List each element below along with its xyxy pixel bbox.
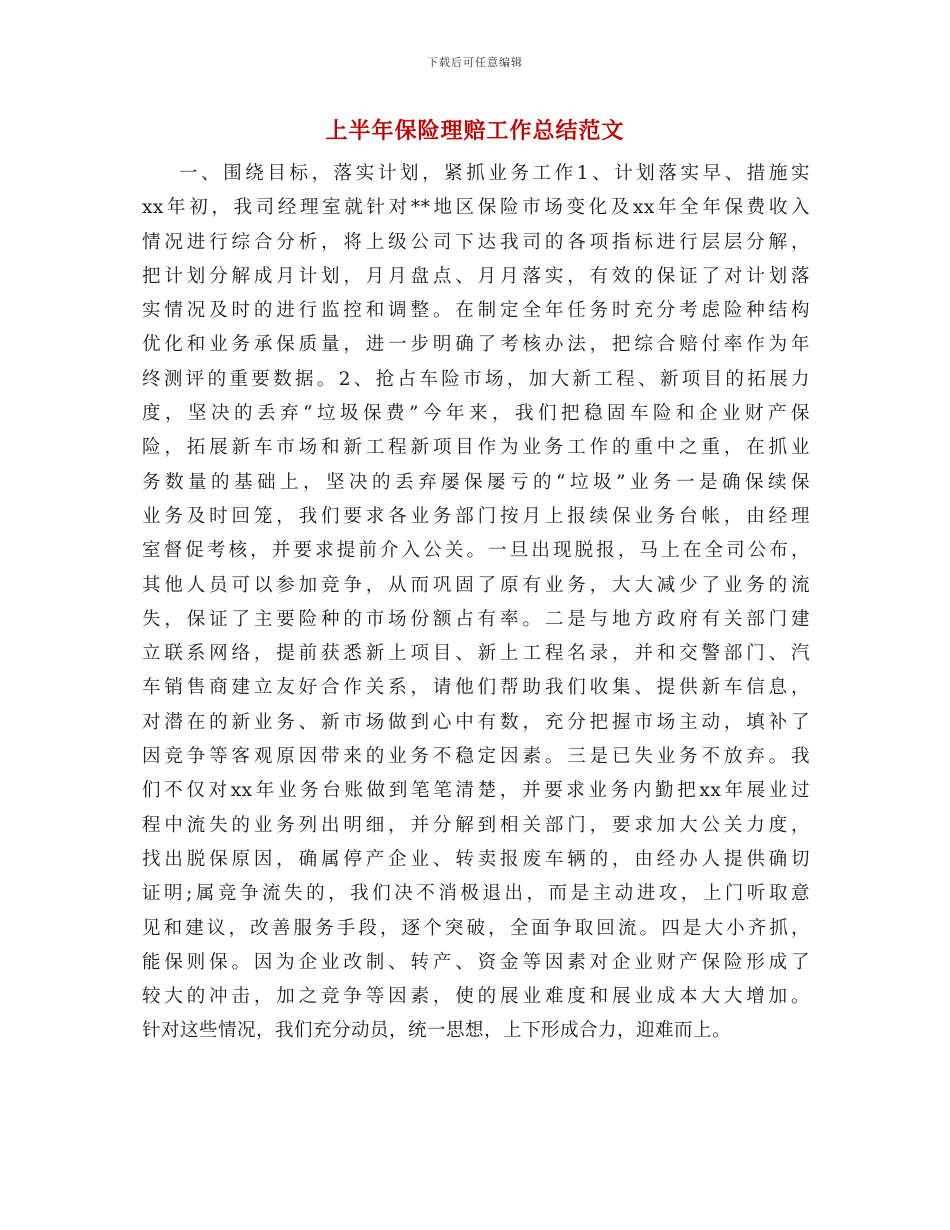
body-line: 优化和业务承保质量，进一步明确了考核办法，把综合赔付率作为年 — [142, 334, 810, 356]
body-line: 程中流失的业务列出明细，并分解到相关部门，要求加大公关力度， — [142, 814, 810, 836]
body-line: 能保则保。因为企业改制、转产、资金等因素对企业财产保险形成了 — [142, 951, 810, 973]
body-line: 们不仅对xx年业务台账做到笔笔清楚，并要求业务内勤把xx年展业过 — [142, 780, 810, 802]
body-line: 度，坚决的丢弃“垃圾保费”今年来，我们把稳固车险和企业财产保 — [142, 403, 810, 425]
body-line: 立联系网络，提前获悉新上项目、新上工程名录，并和交警部门、汽 — [142, 643, 810, 665]
header-note: 下载后可任意编辑 — [427, 56, 523, 69]
body-line: 险，拓展新车市场和新工程新项目作为业务工作的重中之重，在抓业 — [142, 437, 810, 459]
body-line: 证明;属竞争流失的，我们决不消极退出，而是主动进攻，上门听取意 — [142, 883, 810, 905]
body-line: 业务及时回笼，我们要求各业务部门按月上报续保业务台帐，由经理 — [142, 505, 810, 527]
body-line: 室督促考核，并要求提前介入公关。一旦出现脱报，马上在全司公布， — [142, 540, 810, 562]
body-line: 把计划分解成月计划，月月盘点、月月落实，有效的保证了对计划落 — [142, 265, 810, 287]
body-line: 务数量的基础上，坚决的丢弃屡保屡亏的“垃圾”业务一是确保续保 — [142, 471, 810, 493]
body-line: 找出脱保原因，确属停产企业、转卖报废车辆的，由经办人提供确切 — [142, 848, 810, 870]
body-line: 对潜在的新业务、新市场做到心中有数，充分把握市场主动，填补了 — [142, 711, 810, 733]
body-line: 其他人员可以参加竞争，从而巩固了原有业务，大大减少了业务的流 — [142, 574, 810, 596]
document-title: 上半年保险理赔工作总结范文 — [325, 118, 625, 144]
body-line: 车销售商建立友好合作关系，请他们帮助我们收集、提供新车信息， — [142, 677, 810, 699]
body-line: 情况进行综合分析，将上级公司下达我司的各项指标进行层层分解， — [142, 231, 810, 253]
body-line: 见和建议，改善服务手段，逐个突破，全面争取回流。四是大小齐抓， — [142, 917, 810, 939]
body-line: 一、围绕目标，落实计划，紧抓业务工作1、计划落实早、措施实 — [179, 163, 810, 184]
body-line: 实情况及时的进行监控和调整。在制定全年任务时充分考虑险种结构 — [142, 300, 810, 322]
body-line: xx年初，我司经理室就针对**地区保险市场变化及xx年全年保费收入 — [142, 197, 810, 219]
body-line: 因竞争等客观原因带来的业务不稳定因素。三是已失业务不放弃。我 — [142, 746, 810, 768]
body-line: 较大的冲击，加之竞争等因素，使的展业难度和展业成本大大增加。 — [142, 986, 810, 1008]
body-line: 终测评的重要数据。2、抢占车险市场，加大新工程、新项目的拓展力 — [142, 368, 810, 390]
document-body — [142, 157, 810, 1049]
body-line: 针对这些情况，我们充分动员，统一思想，上下形成合力，迎难而上。 — [142, 1020, 732, 1042]
body-line: 失，保证了主要险种的市场份额占有率。二是与地方政府有关部门建 — [142, 608, 810, 630]
